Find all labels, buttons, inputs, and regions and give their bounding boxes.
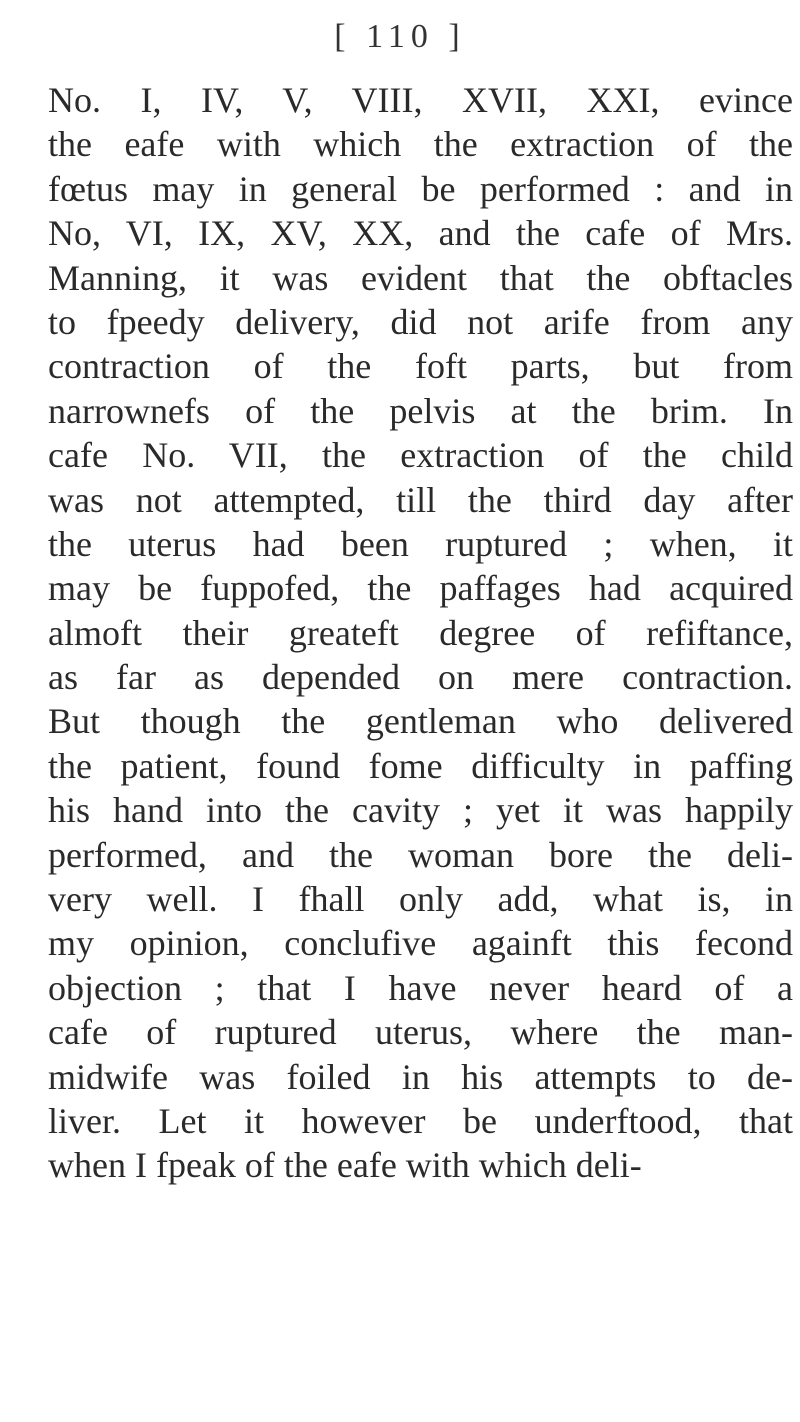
- text-line: as far as depended on mere contraction.: [48, 657, 793, 698]
- text-line: But though the gentleman who delivered: [48, 701, 793, 742]
- text-line: was not attempted, till the third day after: [48, 479, 793, 520]
- text-line: to fpeedy delivery, did not arife from any: [48, 301, 793, 342]
- text-line: the patient, found fome difficulty in paffing: [48, 745, 793, 786]
- text-line: Manning, it was evident that the obftacles: [48, 257, 793, 298]
- text-line: cafe No. VII, the extraction of the child: [48, 435, 793, 476]
- page-number: [ 110 ]: [334, 18, 466, 55]
- text-line: performed, and the woman bore the deli-: [48, 834, 793, 875]
- text-line: cafe of ruptured uterus, where the man-: [48, 1012, 793, 1053]
- text-line: may be fuppofed, the paffages had acquired: [48, 568, 793, 609]
- text-line: the uterus had been ruptured ; when, it: [48, 523, 793, 564]
- text-line: objection ; that I have never heard of a: [48, 967, 793, 1008]
- text-line: fœtus may in general be performed : and in: [48, 168, 793, 209]
- text-line: liver. Let it however be underftood, that: [48, 1100, 793, 1141]
- text-line: No, VI, IX, XV, XX, and the cafe of Mrs.: [48, 213, 793, 254]
- text-line: my opinion, conclufive againft this fecond: [48, 923, 793, 964]
- text-line: the eafe with which the extraction of the: [48, 124, 793, 165]
- text-line: midwife was foiled in his attempts to de-: [48, 1056, 793, 1097]
- body-text: [48, 78, 793, 1188]
- text-line: when I fpeak of the eafe with which deli-: [48, 1145, 642, 1186]
- text-line: almoft their greateft degree of refiftance,: [48, 612, 793, 653]
- text-line: his hand into the cavity ; yet it was happily: [48, 790, 793, 831]
- text-line: narrownefs of the pelvis at the brim. In: [48, 390, 793, 431]
- text-line: No. I, IV, V, VIII, XVII, XXI, evince: [48, 80, 793, 120]
- text-line: contraction of the foft parts, but from: [48, 346, 793, 387]
- text-line: very well. I fhall only add, what is, in: [48, 879, 793, 920]
